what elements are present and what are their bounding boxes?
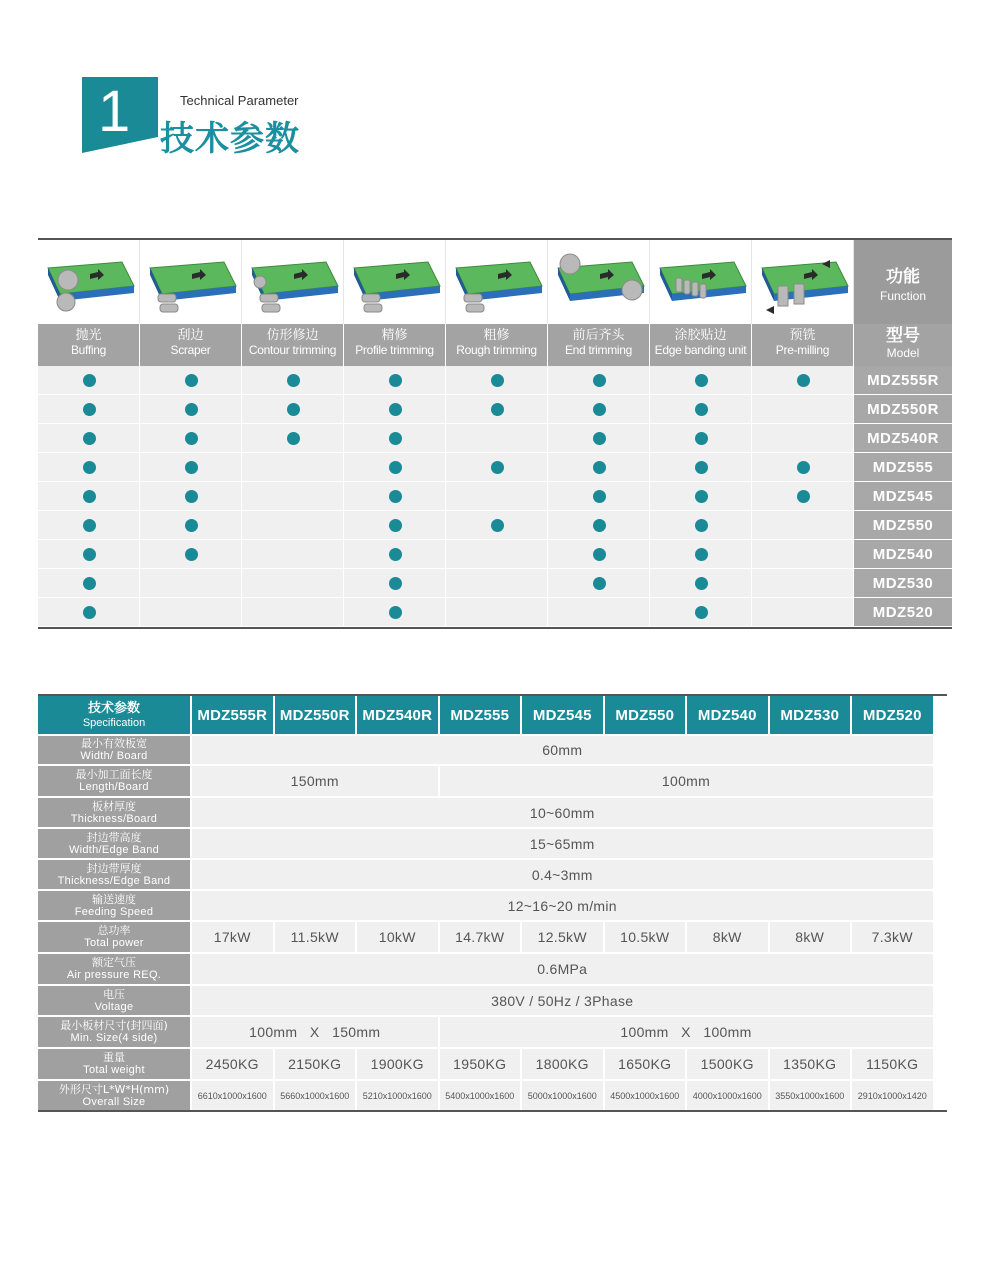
spec-model-header: MDZ540 bbox=[685, 696, 768, 734]
function-table-row bbox=[38, 366, 952, 395]
spec-value-cell: 0.6MPa bbox=[190, 954, 933, 984]
feature-dot bbox=[83, 461, 96, 474]
function-table-body bbox=[38, 366, 952, 627]
table-bottom-rule bbox=[38, 1110, 947, 1112]
function-illustration-icon bbox=[654, 246, 748, 318]
function-table-cell bbox=[140, 453, 242, 481]
spec-label-en: Min. Size(4 side) bbox=[70, 1032, 158, 1044]
spec-model-header: MDZ550R bbox=[273, 696, 356, 734]
spec-row bbox=[38, 827, 947, 858]
spec-label-cn: 电压 bbox=[103, 987, 125, 1001]
function-table-cell bbox=[650, 540, 752, 568]
spec-value-cell: 1150KG bbox=[850, 1049, 933, 1079]
function-table-row bbox=[38, 395, 952, 424]
spec-table-body bbox=[38, 734, 947, 1110]
function-table-cell bbox=[446, 482, 548, 510]
feature-dot bbox=[593, 432, 606, 445]
function-table-cell bbox=[344, 453, 446, 481]
function-illustration-cell bbox=[446, 240, 548, 324]
spec-value-cell: 100mm X 150mm bbox=[190, 1017, 438, 1047]
spec-row bbox=[38, 1047, 947, 1079]
model-name-cell: MDZ540R bbox=[854, 424, 952, 452]
function-table-cell bbox=[650, 395, 752, 423]
spec-label-cn: 最小有效板宽 bbox=[81, 737, 147, 750]
function-table-cell bbox=[38, 424, 140, 452]
function-table-cell bbox=[140, 366, 242, 394]
function-table-cell bbox=[752, 453, 854, 481]
function-table-row bbox=[38, 511, 952, 540]
feature-dot bbox=[287, 374, 300, 387]
feature-dot bbox=[593, 374, 606, 387]
function-table-cell bbox=[242, 424, 344, 452]
spec-value-cell: 1800KG bbox=[520, 1049, 603, 1079]
feature-dot bbox=[83, 519, 96, 532]
section-title: 技术参数 bbox=[160, 119, 300, 159]
feature-dot bbox=[287, 403, 300, 416]
function-table-cell bbox=[752, 540, 854, 568]
function-name-en: Scraper bbox=[170, 343, 211, 357]
feature-dot bbox=[83, 432, 96, 445]
function-header-cell bbox=[38, 324, 140, 366]
table-bottom-rule bbox=[38, 627, 952, 629]
spec-label-en: Thickness/Board bbox=[70, 812, 158, 825]
function-table-cell bbox=[650, 569, 752, 597]
spec-row bbox=[38, 952, 947, 984]
spec-table bbox=[38, 694, 947, 1112]
function-table-row bbox=[38, 482, 952, 511]
function-table-cell bbox=[446, 366, 548, 394]
spec-row-label bbox=[38, 798, 190, 827]
function-name-en: Contour trimming bbox=[248, 343, 337, 357]
feature-dot bbox=[695, 374, 708, 387]
model-name-cell: MDZ520 bbox=[854, 598, 952, 626]
spec-row-label bbox=[38, 986, 190, 1015]
spec-value-cell: 2910x1000x1420 bbox=[850, 1081, 933, 1110]
function-name-cn: 抛光 bbox=[75, 328, 102, 343]
function-table-cell bbox=[344, 424, 446, 452]
function-name-cn: 预铣 bbox=[789, 328, 816, 343]
spec-value-cell: 10~60mm bbox=[190, 798, 933, 827]
function-illustration-icon bbox=[756, 246, 850, 318]
feature-dot bbox=[695, 519, 708, 532]
feature-dot bbox=[695, 548, 708, 561]
feature-dot bbox=[797, 461, 810, 474]
feature-dot bbox=[185, 374, 198, 387]
spec-value-cell: 10kW bbox=[355, 922, 438, 952]
function-table-cell bbox=[752, 366, 854, 394]
spec-model-header: MDZ555R bbox=[190, 696, 273, 734]
function-table-row bbox=[38, 598, 952, 627]
function-table-cell bbox=[242, 569, 344, 597]
spec-row bbox=[38, 796, 947, 827]
spec-header-cn: 技术参数 bbox=[87, 701, 140, 716]
model-title-cell bbox=[854, 324, 952, 366]
function-table-cell bbox=[38, 395, 140, 423]
function-table-cell bbox=[344, 569, 446, 597]
function-table-cell bbox=[446, 540, 548, 568]
function-illustration-cell bbox=[650, 240, 752, 324]
spec-value-cell: 100mm bbox=[438, 766, 933, 796]
function-header-cell bbox=[242, 324, 344, 366]
function-table-cell bbox=[38, 540, 140, 568]
function-table-cell bbox=[344, 482, 446, 510]
function-name-cn: 精修 bbox=[381, 328, 408, 343]
function-table-cell bbox=[140, 598, 242, 626]
feature-dot bbox=[389, 403, 402, 416]
function-table-row bbox=[38, 540, 952, 569]
feature-dot bbox=[797, 374, 810, 387]
spec-row-label bbox=[38, 891, 190, 920]
function-illustration-icon bbox=[450, 246, 544, 318]
spec-value-cell: 1950KG bbox=[438, 1049, 521, 1079]
spec-row-label bbox=[38, 829, 190, 858]
feature-dot bbox=[185, 432, 198, 445]
function-header-cell bbox=[140, 324, 242, 366]
function-table-cell bbox=[548, 453, 650, 481]
function-table-cell bbox=[242, 482, 344, 510]
function-table-cell bbox=[140, 395, 242, 423]
spec-value-cell: 60mm bbox=[190, 736, 933, 764]
spec-value-cell: 10.5kW bbox=[603, 922, 686, 952]
feature-dot bbox=[389, 606, 402, 619]
function-illustration-icon bbox=[144, 246, 238, 318]
spec-label-cn: 总功率 bbox=[97, 924, 131, 937]
function-table-cell bbox=[548, 540, 650, 568]
feature-dot bbox=[695, 403, 708, 416]
function-table-cell bbox=[752, 598, 854, 626]
function-header-cell bbox=[344, 324, 446, 366]
spec-row-label bbox=[38, 860, 190, 889]
function-illustration-cell bbox=[242, 240, 344, 324]
spec-value-cell: 6610x1000x1600 bbox=[190, 1081, 273, 1110]
function-name-en: Rough trimming bbox=[456, 343, 537, 357]
function-header-row bbox=[38, 324, 952, 366]
feature-dot bbox=[593, 548, 606, 561]
feature-dot bbox=[389, 374, 402, 387]
function-table-cell bbox=[752, 482, 854, 510]
spec-label-cn: 最小加工面长度 bbox=[75, 768, 153, 781]
function-table-cell bbox=[344, 540, 446, 568]
function-table-cell bbox=[242, 366, 344, 394]
function-table-cell bbox=[242, 395, 344, 423]
spec-label-en: Overall Size bbox=[82, 1095, 146, 1108]
spec-label-cn: 重量 bbox=[103, 1051, 125, 1064]
spec-value-cell: 4000x1000x1600 bbox=[685, 1081, 768, 1110]
function-table-cell bbox=[650, 366, 752, 394]
feature-dot bbox=[695, 490, 708, 503]
function-table-cell bbox=[548, 511, 650, 539]
model-name-cell: MDZ545 bbox=[854, 482, 952, 510]
model-title-cn: 型号 bbox=[886, 326, 920, 346]
function-illustration-cell bbox=[38, 240, 140, 324]
feature-dot bbox=[593, 577, 606, 590]
function-title-en: Function bbox=[879, 289, 927, 303]
feature-dot bbox=[185, 403, 198, 416]
feature-dot bbox=[185, 519, 198, 532]
function-illustration-row bbox=[38, 240, 952, 324]
spec-row-label bbox=[38, 1017, 190, 1047]
function-table-cell bbox=[242, 511, 344, 539]
spec-model-header: MDZ545 bbox=[520, 696, 603, 734]
feature-dot bbox=[389, 461, 402, 474]
function-table-cell bbox=[650, 453, 752, 481]
function-table-cell bbox=[446, 598, 548, 626]
spec-label-cn: 外形尺寸L*W*H(mm) bbox=[58, 1082, 170, 1096]
function-table-cell bbox=[650, 424, 752, 452]
feature-dot bbox=[83, 403, 96, 416]
function-table-cell bbox=[446, 453, 548, 481]
spec-value-cell: 100mm X 100mm bbox=[438, 1017, 933, 1047]
feature-dot bbox=[185, 461, 198, 474]
function-table-cell bbox=[242, 540, 344, 568]
model-name-cell: MDZ550 bbox=[854, 511, 952, 539]
function-table-cell bbox=[140, 511, 242, 539]
feature-dot bbox=[287, 432, 300, 445]
function-table-cell bbox=[548, 482, 650, 510]
feature-dot bbox=[695, 577, 708, 590]
spec-label-en: Voltage bbox=[94, 1000, 134, 1013]
spec-row bbox=[38, 764, 947, 796]
function-table-cell bbox=[548, 424, 650, 452]
spec-value-cell: 3550x1000x1600 bbox=[768, 1081, 851, 1110]
function-name-en: Profile trimming bbox=[355, 343, 434, 357]
spec-value-cell: 12~16~20 m/min bbox=[190, 891, 933, 920]
feature-dot bbox=[593, 461, 606, 474]
spec-value-cell: 0.4~3mm bbox=[190, 860, 933, 889]
feature-dot bbox=[695, 461, 708, 474]
function-table-cell bbox=[752, 424, 854, 452]
feature-dot bbox=[491, 403, 504, 416]
function-table-cell bbox=[650, 598, 752, 626]
spec-row bbox=[38, 734, 947, 764]
function-illustration-icon bbox=[42, 246, 136, 318]
function-table-cell bbox=[344, 598, 446, 626]
spec-row bbox=[38, 1015, 947, 1047]
feature-dot bbox=[389, 519, 402, 532]
spec-row-label bbox=[38, 1049, 190, 1079]
spec-value-cell: 5210x1000x1600 bbox=[355, 1081, 438, 1110]
function-table-cell bbox=[752, 569, 854, 597]
spec-value-cell: 15~65mm bbox=[190, 829, 933, 858]
spec-row bbox=[38, 858, 947, 889]
spec-row-label bbox=[38, 736, 190, 764]
function-table-cell bbox=[548, 569, 650, 597]
function-name-en: End trimming bbox=[564, 343, 633, 357]
spec-row bbox=[38, 889, 947, 920]
function-table-cell bbox=[242, 598, 344, 626]
function-name-cn: 涂胶贴边 bbox=[674, 328, 727, 343]
feature-dot bbox=[185, 548, 198, 561]
spec-value-cell: 150mm bbox=[190, 766, 438, 796]
function-table-row bbox=[38, 453, 952, 482]
feature-dot bbox=[491, 461, 504, 474]
feature-dot bbox=[389, 548, 402, 561]
spec-value-cell: 1900KG bbox=[355, 1049, 438, 1079]
feature-dot bbox=[593, 519, 606, 532]
function-table-cell bbox=[344, 511, 446, 539]
function-name-cn: 粗修 bbox=[483, 328, 510, 343]
function-table-cell bbox=[38, 511, 140, 539]
spec-model-header: MDZ530 bbox=[768, 696, 851, 734]
function-table-cell bbox=[344, 395, 446, 423]
function-illustration-cell bbox=[140, 240, 242, 324]
function-title-cn: 功能 bbox=[886, 267, 920, 287]
spec-label-cn: 封边带高度 bbox=[86, 830, 142, 844]
function-table-row bbox=[38, 569, 952, 598]
spec-label-en: Width/Edge Band bbox=[68, 843, 160, 856]
function-table-cell bbox=[140, 569, 242, 597]
function-table-cell bbox=[650, 511, 752, 539]
feature-dot bbox=[83, 577, 96, 590]
function-table-cell bbox=[38, 569, 140, 597]
function-name-cn: 前后齐头 bbox=[572, 328, 625, 343]
feature-dot bbox=[797, 490, 810, 503]
spec-row-label bbox=[38, 1081, 190, 1110]
function-table-cell bbox=[38, 598, 140, 626]
feature-dot bbox=[695, 432, 708, 445]
feature-dot bbox=[491, 374, 504, 387]
function-table-cell bbox=[140, 482, 242, 510]
spec-value-cell: 5400x1000x1600 bbox=[438, 1081, 521, 1110]
model-name-cell: MDZ530 bbox=[854, 569, 952, 597]
feature-dot bbox=[389, 490, 402, 503]
spec-value-cell: 5660x1000x1600 bbox=[273, 1081, 356, 1110]
spec-model-header: MDZ520 bbox=[850, 696, 933, 734]
spec-label-en: Width/ Board bbox=[80, 750, 148, 762]
spec-label-en: Length/Board bbox=[79, 781, 149, 793]
feature-dot bbox=[389, 577, 402, 590]
function-illustration-icon bbox=[348, 246, 442, 318]
function-illustration-icon bbox=[552, 246, 646, 318]
spec-row-label bbox=[38, 922, 190, 952]
feature-dot bbox=[185, 490, 198, 503]
function-illustration-icon bbox=[246, 246, 340, 318]
spec-value-cell: 17kW bbox=[190, 922, 273, 952]
function-table-cell bbox=[650, 482, 752, 510]
function-table-cell bbox=[140, 424, 242, 452]
function-table-cell bbox=[446, 424, 548, 452]
function-header-cell bbox=[752, 324, 854, 366]
spec-label-cn: 最小板材尺寸(封四面) bbox=[60, 1019, 168, 1032]
function-table-cell bbox=[38, 482, 140, 510]
feature-dot bbox=[389, 432, 402, 445]
spec-label-en: Thickness/Edge Band bbox=[57, 874, 171, 887]
feature-dot bbox=[83, 490, 96, 503]
spec-value-cell: 8kW bbox=[768, 922, 851, 952]
feature-dot bbox=[83, 374, 96, 387]
model-name-cell: MDZ550R bbox=[854, 395, 952, 423]
model-name-cell: MDZ555 bbox=[854, 453, 952, 481]
spec-label-en: Feeding Speed bbox=[74, 905, 154, 918]
function-table-cell bbox=[446, 395, 548, 423]
spec-value-cell: 1500KG bbox=[685, 1049, 768, 1079]
function-illustration-cell bbox=[548, 240, 650, 324]
model-name-cell: MDZ555R bbox=[854, 366, 952, 394]
spec-label-cn: 额定气压 bbox=[92, 956, 136, 969]
function-table-cell bbox=[344, 366, 446, 394]
function-table-cell bbox=[38, 366, 140, 394]
spec-value-cell: 2450KG bbox=[190, 1049, 273, 1079]
section-header bbox=[82, 77, 342, 157]
spec-value-cell: 2150KG bbox=[273, 1049, 356, 1079]
feature-dot bbox=[491, 519, 504, 532]
spec-row bbox=[38, 984, 947, 1015]
spec-row-label bbox=[38, 766, 190, 796]
function-name-cn: 刮边 bbox=[177, 328, 204, 343]
spec-label-en: Air pressure REQ. bbox=[66, 969, 162, 981]
function-table-cell bbox=[548, 598, 650, 626]
spec-label-cn: 输送速度 bbox=[92, 892, 136, 906]
spec-value-cell: 12.5kW bbox=[520, 922, 603, 952]
spec-value-cell: 11.5kW bbox=[273, 922, 356, 952]
spec-label-en: Total weight bbox=[83, 1064, 145, 1076]
feature-dot bbox=[695, 606, 708, 619]
function-header-cell bbox=[650, 324, 752, 366]
function-name-en: Buffing bbox=[70, 343, 107, 357]
feature-dot bbox=[83, 548, 96, 561]
function-table-cell bbox=[446, 569, 548, 597]
function-table bbox=[38, 238, 952, 629]
spec-model-header: MDZ540R bbox=[355, 696, 438, 734]
spec-value-cell: 8kW bbox=[685, 922, 768, 952]
function-table-cell bbox=[752, 395, 854, 423]
function-table-cell bbox=[548, 395, 650, 423]
spec-header-en: Specification bbox=[82, 717, 146, 729]
function-table-cell bbox=[752, 511, 854, 539]
spec-model-header: MDZ555 bbox=[438, 696, 521, 734]
function-header-cell bbox=[446, 324, 548, 366]
function-name-cn: 仿形修边 bbox=[266, 328, 319, 343]
spec-value-cell: 4500x1000x1600 bbox=[603, 1081, 686, 1110]
spec-row bbox=[38, 1079, 947, 1110]
spec-label-en: Total power bbox=[84, 937, 144, 949]
function-table-row bbox=[38, 424, 952, 453]
spec-value-cell: 1350KG bbox=[768, 1049, 851, 1079]
function-table-cell bbox=[140, 540, 242, 568]
spec-value-cell: 1650KG bbox=[603, 1049, 686, 1079]
feature-dot bbox=[83, 606, 96, 619]
spec-value-cell: 14.7kW bbox=[438, 922, 521, 952]
spec-value-cell: 5000x1000x1600 bbox=[520, 1081, 603, 1110]
function-table-cell bbox=[446, 511, 548, 539]
function-name-en: Edge banding unit bbox=[654, 343, 747, 357]
spec-model-header: MDZ550 bbox=[603, 696, 686, 734]
function-table-cell bbox=[548, 366, 650, 394]
function-illustration-cell bbox=[344, 240, 446, 324]
spec-value-cell: 7.3kW bbox=[850, 922, 933, 952]
spec-row bbox=[38, 920, 947, 952]
feature-dot bbox=[593, 403, 606, 416]
section-subtitle: Technical Parameter bbox=[180, 93, 299, 108]
function-header-cell bbox=[548, 324, 650, 366]
model-title-en: Model bbox=[886, 346, 920, 360]
feature-dot bbox=[593, 490, 606, 503]
spec-label-cn: 板材厚度 bbox=[92, 799, 136, 813]
function-title-cell bbox=[854, 240, 952, 324]
spec-value-cell: 380V / 50Hz / 3Phase bbox=[190, 986, 933, 1015]
function-name-en: Pre-milling bbox=[775, 343, 830, 357]
function-table-cell bbox=[242, 453, 344, 481]
function-table-cell bbox=[38, 453, 140, 481]
spec-label-cn: 封边带厚度 bbox=[86, 861, 142, 875]
spec-row-label bbox=[38, 954, 190, 984]
spec-header-row bbox=[38, 694, 947, 734]
section-number: 1 bbox=[98, 79, 131, 144]
function-illustration-cell bbox=[752, 240, 854, 324]
model-name-cell: MDZ540 bbox=[854, 540, 952, 568]
spec-header-label bbox=[38, 696, 190, 734]
